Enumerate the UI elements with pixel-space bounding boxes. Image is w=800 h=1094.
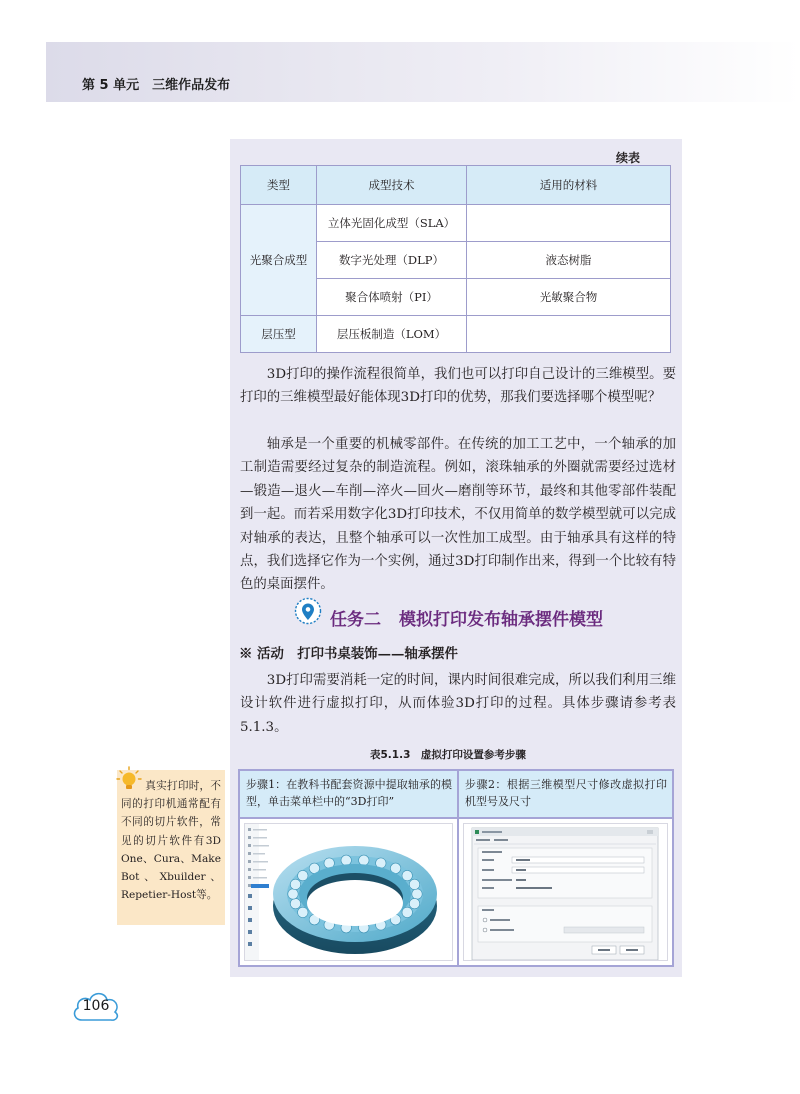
bearing-ball	[290, 879, 300, 889]
material-cell: 光敏聚合物	[467, 279, 671, 316]
page-number: 106	[82, 998, 110, 1014]
material-cell: 液态树脂	[467, 242, 671, 279]
continued-label: 续表	[616, 151, 641, 165]
paragraph-virtual-print: 3D打印需要消耗一定的时间，课内时间很难完成，所以我们利用三维设计软件进行虚拟打印，从而体验3D打印的过程。具体步骤请参考表5.1.3。	[240, 673, 676, 735]
step-2-column	[459, 771, 672, 965]
activity-heading: ※ 活动 打印书桌装饰——轴承摆件	[239, 646, 458, 662]
bearing-ball	[359, 855, 369, 865]
bearing-ball	[341, 855, 351, 865]
tech-cell: 数字光处理（DLP）	[317, 242, 467, 279]
header-band	[46, 42, 800, 102]
paragraph-intro: 3D打印的操作流程很简单，我们也可以打印自己设计的三维模型。要打印的三维模型最好能体现3D打印的优势，那我们要选择哪个模型呢？	[240, 367, 676, 406]
tech-cell: 聚合体喷射（PI）	[317, 279, 467, 316]
bearing-ball	[290, 898, 300, 908]
step-2-text: 步骤2：根据三维模型尺寸修改虚拟打印机型号及尺寸	[459, 771, 672, 819]
tech-cell: 立体光固化成型（SLA）	[317, 205, 467, 242]
paragraph-bearing: 轴承是一个重要的机械零部件。在传统的加工工艺中，一个轴承的加工制造需要经过复杂的制造流程。例如，滚珠轴承的外圈就需要经过选材—锻造—退火—车削—淬火—回火—磨削等环节，最终和其他零部件装配到一起。而若采用数字化3D打印技术，不仅用简单的数学模型就可以完成对轴承的表达，且整个轴承可以一次性加工成型。由于轴承具有这样的特点，我们选择它作为一个实例，通过3D打印制作出来，得到一个比较有特色的桌面摆件。	[240, 437, 676, 593]
unit-title: 第 5 单元 三维作品发布	[82, 78, 231, 93]
task-heading	[330, 605, 603, 630]
location-pin-icon	[294, 597, 322, 629]
table-caption: 表5.1.3 虚拟打印设置参考步骤	[370, 749, 526, 761]
bearing-model-screenshot	[244, 823, 453, 961]
column-header: 适用的材料	[467, 166, 671, 205]
material-cell	[467, 316, 671, 353]
printing-type-table	[240, 165, 671, 353]
type-cell: 光聚合成型	[241, 205, 317, 316]
table-row	[241, 316, 671, 353]
step-1-column	[240, 771, 459, 965]
bearing-ball	[409, 879, 419, 889]
material-cell	[467, 205, 671, 242]
bearing-ball	[288, 889, 298, 899]
step-1-text: 步骤1：在教科书配套资源中提取轴承的模型，单击菜单栏中的“3D打印”	[240, 771, 457, 819]
task-number: 任务二	[330, 610, 381, 630]
printer-settings-screenshot	[463, 823, 668, 961]
task-name: 模拟打印发布轴承摆件模型	[399, 610, 603, 630]
table-row	[241, 205, 671, 242]
column-header: 类型	[241, 166, 317, 205]
column-header: 成型技术	[317, 166, 467, 205]
bearing-ball	[412, 889, 422, 899]
tech-cell: 层压板制造（LOM）	[317, 316, 467, 353]
table-header-row	[241, 166, 671, 205]
bearing-ball	[409, 898, 419, 908]
steps-table	[238, 769, 674, 967]
type-cell: 层压型	[241, 316, 317, 353]
tip-text: 真实打印时，不同的打印机通常配有不同的切片软件，常见的切片软件有3D One、Cura、Make Bot、Xbuilder、Repetier-Host等。	[121, 780, 221, 902]
